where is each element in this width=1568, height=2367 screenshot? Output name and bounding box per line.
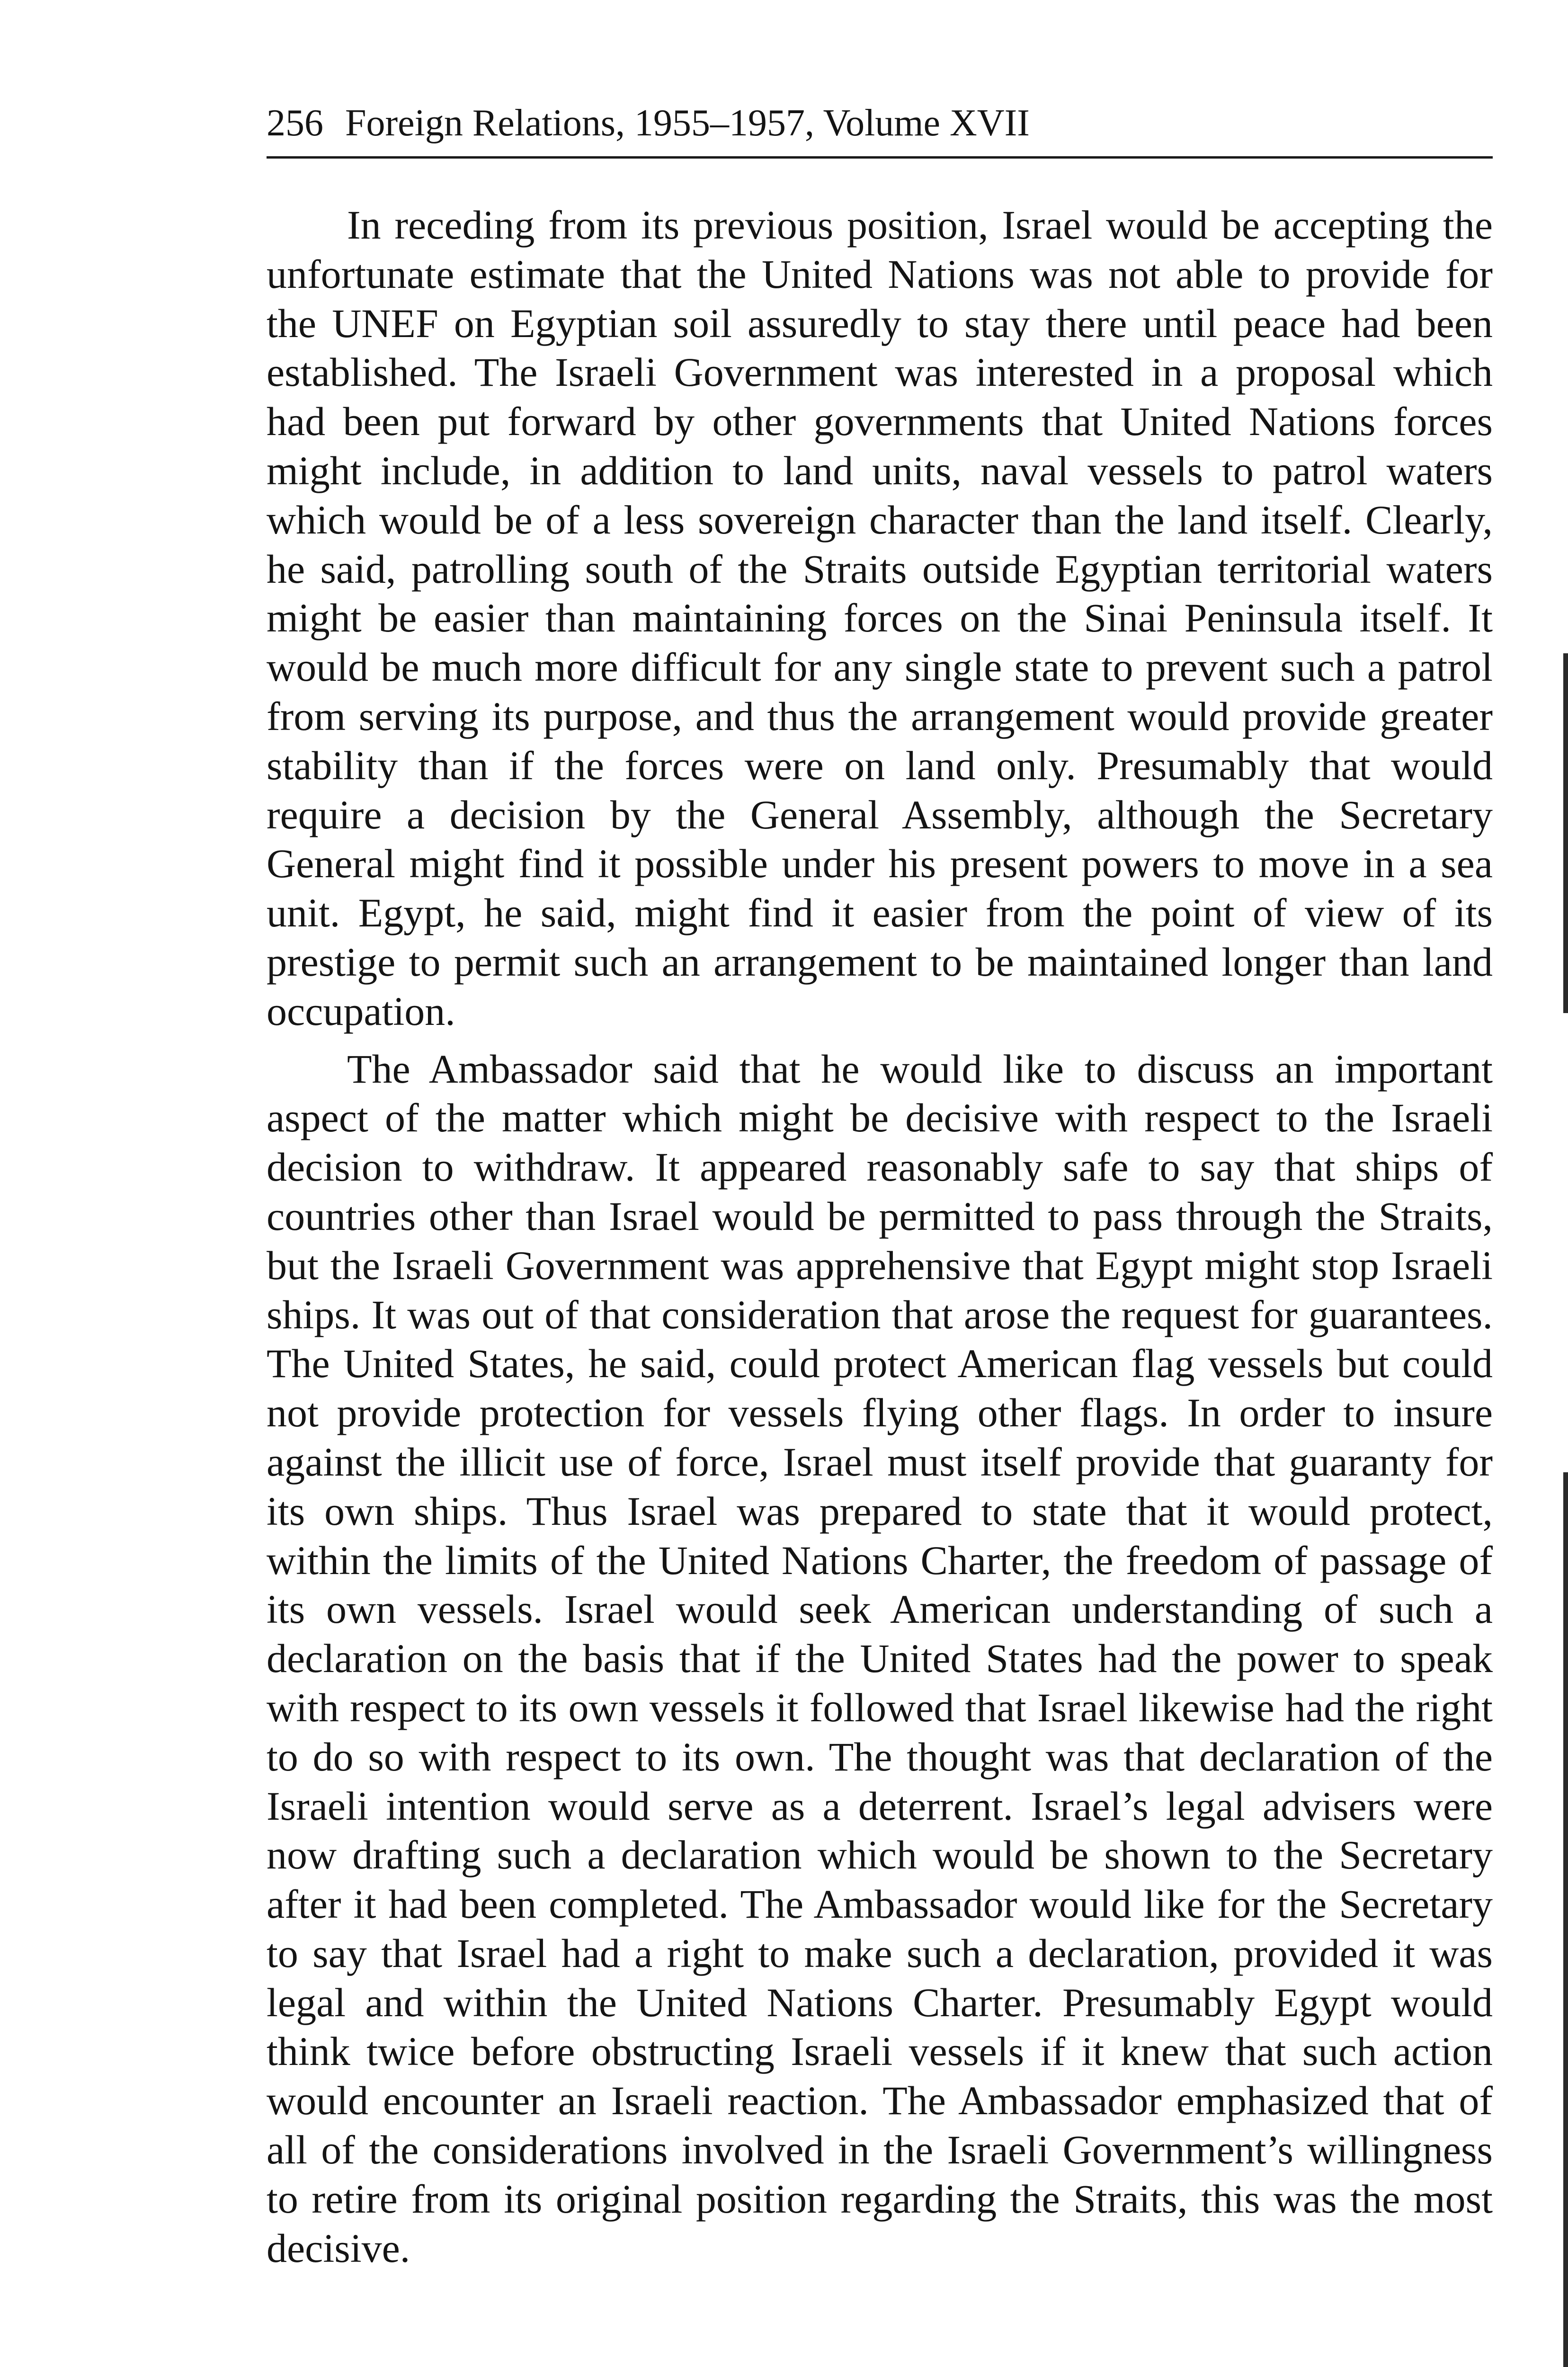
- page-number: 256: [267, 102, 323, 144]
- binding-edge-mark: [1563, 653, 1568, 1013]
- body-text: [267, 201, 1493, 2273]
- paragraph-1: In receding from its previous position, Israel would be accepting the unfortunate estimate that the United Nations was not able to provide for the UNEF on Egyptian soil assuredly to stay there until peace had been established. The Israeli Government was interested in a proposal which had been put forward by other governments that United Nations forces might include, in addition to land units, naval vessels to patrol waters which would be of a less sovereign character than the land itself. Clearly, he said, patrolling south of the Straits outside Egyptian territorial waters might be easier than maintaining forces on the Sinai Peninsula itself. It would be much more difficult for any single state to prevent such a patrol from serving its purpose, and thus the arrangement would provide greater stability than if the forces were on land only. Presumably that would require a decision by the General Assembly, although the Secretary General might find it possible under his present powers to move in a sea unit. Egypt, he said, might find it easier from the point of view of its prestige to permit such an arrangement to be maintained longer than land occupation.: [267, 202, 1493, 1034]
- book-title: Foreign Relations, 1955–1957, Volume XVII: [345, 102, 1030, 144]
- binding-edge-mark: [1563, 1472, 1568, 2367]
- running-head: [267, 99, 1493, 159]
- paragraph-2: The Ambassador said that he would like to discuss an important aspect of the matter which might be decisive with respect to the Israeli decision to withdraw. It appeared reasonably safe to say that ships of countries other than Israel would be permitted to pass through the Straits, but the Israeli Government was apprehensive that Egypt might stop Israeli ships. It was out of that consideration that arose the request for guarantees. The United States, he said, could protect American flag vessels but could not provide protection for vessels flying other flags. In order to insure against the illicit use of force, Israel must itself provide that guaranty for its own ships. Thus Israel was prepared to state that it would protect, within the limits of the United Nations Charter, the freedom of passage of its own vessels. Israel would seek American understanding of such a declaration on the basis that if the United States had the power to speak with respect to its own vessels it followed that Israel likewise had the right to do so with respect to its own. The thought was that declaration of the Israeli intention would serve as a deterrent. Israel’s legal advisers were now drafting such a declaration which would be shown to the Secretary after it had been completed. The Ambassador would like for the Secretary to say that Israel had a right to make such a declaration, provided it was legal and within the United Nations Charter. Presumably Egypt would think twice before obstructing Israeli vessels if it knew that such action would encounter an Israeli reaction. The Ambassador emphasized that of all of the considerations involved in the Israeli Government’s willingness to retire from its original position regarding the Straits, this was the most decisive.: [267, 1046, 1493, 2271]
